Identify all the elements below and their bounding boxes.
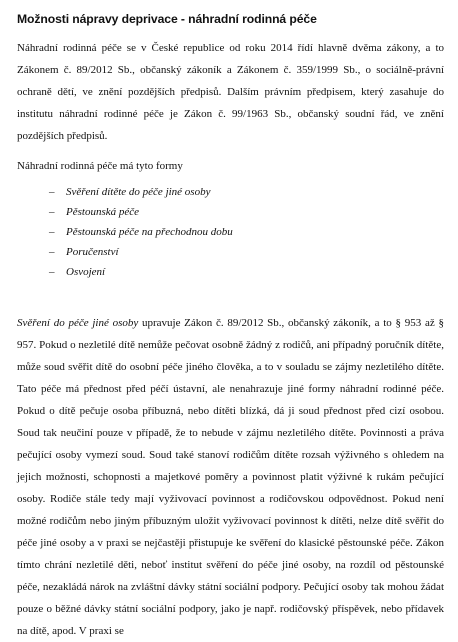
document-title: Možnosti nápravy deprivace - náhradní rodinná péče <box>17 12 317 26</box>
list-item: – Osvojení <box>49 262 444 282</box>
dash-bullet: – <box>49 226 55 238</box>
paragraph-body: upravuje Zákon č. 89/2012 Sb., občanský zákoník, a to § 953 až § 957. Pokud o nezletilé dítě nemůže pečovat osobně žádný z rodičů, ani případný poručník dítěte, může soud svěřit dítě do osobní péče jiného člověka, a to v souladu se zájmy nezletilého dítěte. Tato péče má přednost před péčí ústavní, ale nenahrazuje jiné formy náhradní rodinné péče. Pokud o dítě pečuje osoba příbuzná, nebo dítěti blízká, dá ji soud přednost před cizí osobou. Soud tak neučiní pouze v případě, že to nebude v zájmu nezletilého dítěte. Povinnosti a práva pečující osoby vymezí soud. Soud také stanoví rodičům dítěte rozsah výživného s ohledem na jejich možnosti, schopnosti a majetkové poměry a povinnost platit výživné k rukám pečující osoby. Rodiče stále tedy mají vyživovací povinnost a rodičovskou odpovědnost. Pokud není možné rodičům nebo jiným příbuzným uložit vyživovací povinnost k dítěti, nelze dítě svěřit do péče jiné osoby a v praxi se nejčastěji přistupuje ke svěření do klasické pěstounské péče. Zákon tímto chrání nezletilé děti, neboť institut svěření do péče jiné osoby, na rozdíl od pěstounské péče, nezakládá nárok na zvláštní dávky státní sociální podpory. Pečující osoby tak mohou žádat pouze o běžné dávky státní sociální podpory, jako je např. rodičovský příspěvek, nebo přídavek na dítě, apod. V praxi se <box>17 317 444 637</box>
intro-paragraph: Náhradní rodinná péče se v České republice od roku 2014 řídí hlavně dvěma zákony, a to Zákonem č. 89/2012 Sb., občanský zákoník a Zákonem č. 359/1999 Sb., o sociálně-právní ochraně dětí, ve znění pozdějších předpisů. Dalším právním předpisem, který zasahuje do institutu náhradní rodinné péče je Zákon č. 99/1963 Sb., občanský soudní řád, ve znění pozdějších předpisů. <box>17 42 444 142</box>
list-item: – Pěstounská péče <box>49 202 444 222</box>
dash-bullet: – <box>49 186 55 198</box>
dash-bullet: – <box>49 246 55 258</box>
custody-paragraph <box>17 312 444 642</box>
forms-label: Náhradní rodinná péče má tyto formy <box>17 160 183 172</box>
list-item: – Svěření dítěte do péče jiné osoby <box>49 182 444 202</box>
list-item: – Poručenství <box>49 242 444 262</box>
paragraph-lead: Svěření do péče jiné osoby <box>17 317 139 329</box>
list-item: – Pěstounská péče na přechodnou dobu <box>49 222 444 242</box>
dash-bullet: – <box>49 266 55 278</box>
dash-bullet: – <box>49 206 55 218</box>
forms-list <box>17 182 444 282</box>
section-gap <box>17 282 444 312</box>
